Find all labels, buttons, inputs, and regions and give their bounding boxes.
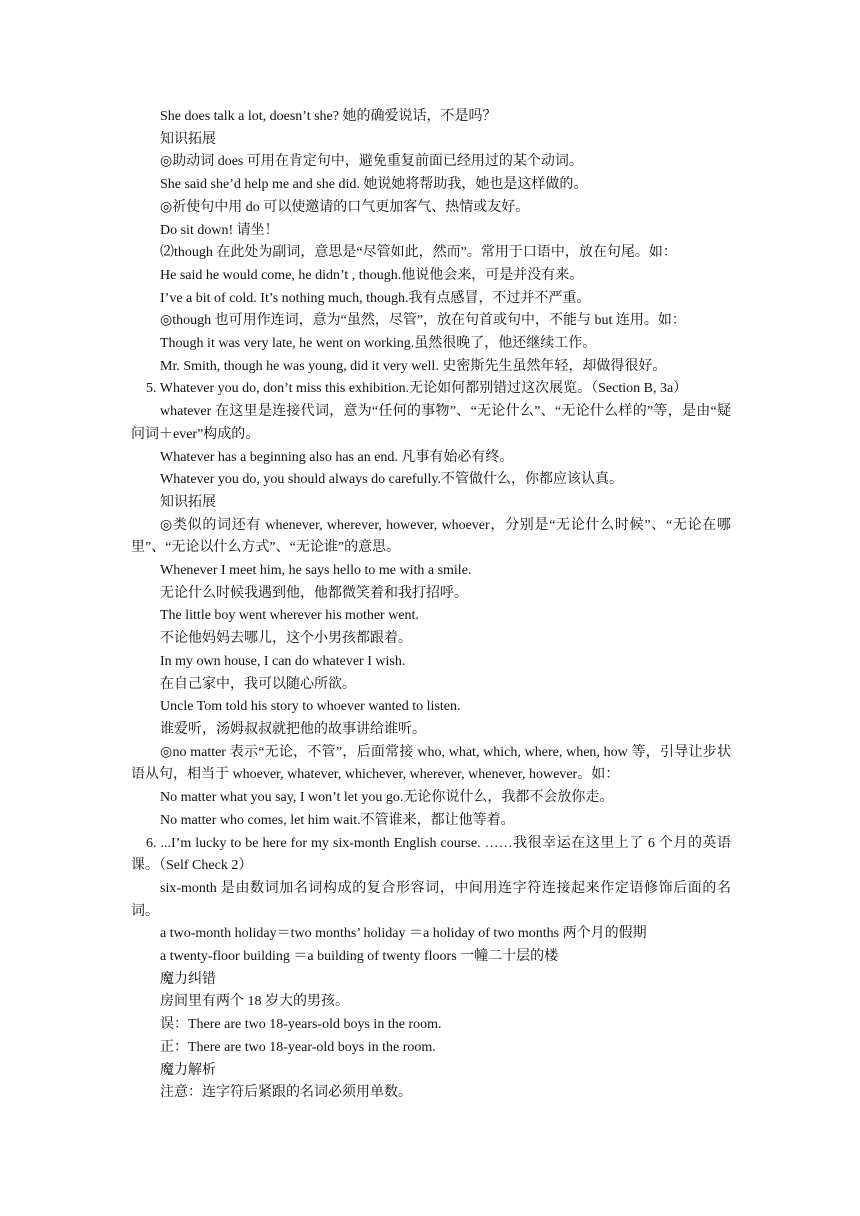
paragraph-line: 在自己家中，我可以随心所欲。 (160, 676, 356, 692)
paragraph-line: whatever 在这里是连接代词，意为“任何的事物”、“无论什么”、“无论什么样的”等，是由“疑问词＋ever”构成的。 (131, 404, 731, 442)
paragraph-line: Whenever I meet him, he says hello to me with a smile. (160, 563, 472, 579)
paragraph-line: Do sit down! 请坐！ (160, 222, 279, 238)
paragraph-line: a two-month holiday＝two months’ holiday ＝a holiday of two months 两个月的假期 (160, 926, 647, 942)
paragraph-line: 6. ...I’m lucky to be here for my six-month English course. ……我很幸运在这里上了 6 个月的英语课。（Self Check 2） (131, 835, 731, 874)
paragraph-line: 魔力解析 (160, 1062, 216, 1078)
paragraph-line: ◎no matter 表示“无论，不管”，后面常接 who, what, which, where, when, how 等，引导让步状语从句，相当于 whoever, whatever, whichever, wherever, whenever, however。如： (131, 744, 731, 783)
paragraph-line: 无论什么时候我遇到他，他都微笑着和我打招呼。 (160, 585, 468, 601)
paragraph-line: a twenty-floor building ＝a building of twenty floors 一幢二十层的楼 (160, 949, 559, 965)
paragraph-line: Uncle Tom told his story to whoever wanted to listen. (160, 699, 461, 715)
paragraph-line: She does talk a lot, doesn’t she? 她的确爱说话，不是吗？ (160, 109, 497, 124)
document-body (131, 106, 731, 1105)
paragraph-line: Whatever you do, you should always do carefully.不管做什么，你都应该认真。 (160, 472, 623, 488)
paragraph-line: 知识拓展 (160, 494, 216, 510)
paragraph-line: 正：There are two 18-year-old boys in the room. (160, 1039, 436, 1055)
paragraph-line: 谁爱听，汤姆叔叔就把他的故事讲给谁听。 (160, 721, 426, 737)
paragraph-line: In my own house, I can do whatever I wish. (160, 653, 406, 669)
paragraph-line: six-month 是由数词加名词构成的复合形容词，中间用连字符连接起来作定语修饰后面的名词。 (131, 880, 731, 919)
paragraph-line: 注意：连字符后紧跟的名词必须用单数。 (160, 1085, 412, 1101)
paragraph-line: ◎祈使句中用 do 可以使邀请的口气更加客气、热情或友好。 (160, 199, 530, 215)
paragraph-line: Mr. Smith, though he was young, did it very well. 史密斯先生虽然年轻，却做得很好。 (160, 358, 667, 374)
paragraph-line: ◎助动词 does 可用在肯定句中，避免重复前面已经用过的某个动词。 (160, 154, 583, 170)
paragraph-line: He said he would come, he didn’t , though.他说他会来，可是并没有来。 (160, 267, 584, 283)
paragraph-line: 知识拓展 (160, 131, 216, 147)
paragraph-line: ⑵though 在此处为副词，意思是“尽管如此，然而”。常用于口语中，放在句尾。如： (160, 245, 677, 261)
paragraph-line: ◎类似的词还有 whenever, wherever, however, whoever，分别是“无论什么时候”、“无论在哪里”、“无论以什么方式”、“无论谁”的意思。 (131, 517, 731, 556)
paragraph-line: No matter who comes, let him wait.不管谁来，都让他等着。 (160, 812, 515, 828)
paragraph-line: ◎though 也可用作连词，意为“虽然，尽管”，放在句首或句中，不能与 but 连用。如： (160, 313, 686, 329)
paragraph-line: 不论他妈妈去哪儿，这个小男孩都跟着。 (160, 631, 412, 647)
paragraph-line: The little boy went wherever his mother went. (160, 608, 419, 624)
paragraph-line: I’ve a bit of cold. It’s nothing much, though.我有点感冒，不过并不严重。 (160, 290, 591, 306)
paragraph-line: Though it was very late, he went on working.虽然很晚了，他还继续工作。 (160, 336, 597, 352)
paragraph-line: She said she’d help me and she did. 她说她将帮助我，她也是这样做的。 (160, 177, 588, 193)
paragraph-line: 误：There are two 18-years-old boys in the room. (160, 1017, 442, 1033)
paragraph-line: Whatever has a beginning also has an end. 凡事有始必有终。 (160, 449, 514, 465)
paragraph-line: 房间里有两个 18 岁大的男孩。 (160, 994, 349, 1010)
paragraph-line: 魔力纠错 (160, 971, 216, 987)
paragraph-line: 5. Whatever you do, don’t miss this exhibition.无论如何都别错过这次展览。（Section B, 3a） (146, 381, 688, 397)
paragraph-line: No matter what you say, I won’t let you go.无论你说什么，我都不会放你走。 (160, 790, 614, 806)
